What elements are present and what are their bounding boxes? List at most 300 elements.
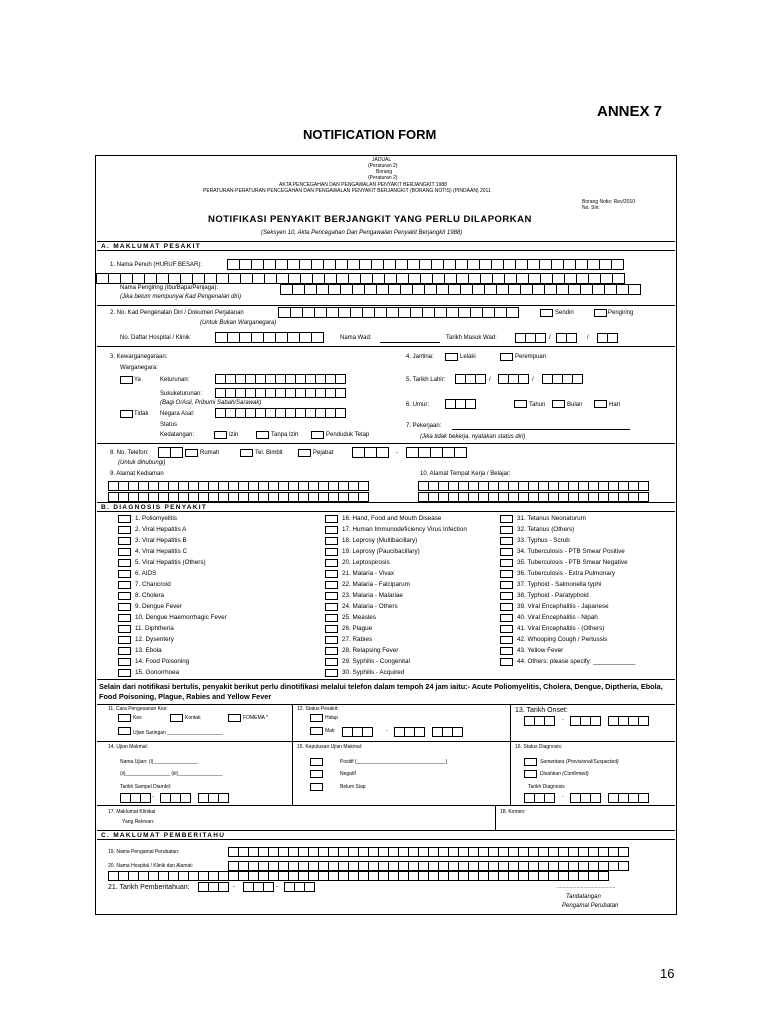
diagnosis-label: 35. Tuberculosis - PTB Smear Negative (517, 559, 628, 566)
letter-cell[interactable] (612, 273, 625, 284)
diagnosis-label: 13. Ebola (135, 647, 162, 654)
status-diagnosis-label: 16. Status Diagnosis: (515, 744, 563, 750)
umur-cells[interactable] (445, 399, 475, 409)
diagnosis-checkbox[interactable] (500, 592, 513, 600)
kes-label: Kes (133, 715, 142, 721)
nama-wad-line[interactable] (380, 342, 440, 343)
kontak-label: Kontak (185, 715, 201, 721)
diagnosis-checkbox[interactable] (500, 515, 513, 523)
fomema-label: FOMEMA * (243, 715, 269, 721)
ujian-saringan-label: Ujian Saringan ____________________ (133, 730, 223, 736)
diagnosis-checkbox[interactable] (500, 614, 513, 622)
onset-day[interactable] (524, 716, 554, 726)
tarikh-pemberitahuan-day[interactable] (198, 882, 228, 892)
dash: - (152, 794, 154, 800)
diagnosis-checkbox[interactable] (118, 636, 131, 644)
negara-asal-label: Negara Asal: (160, 411, 195, 417)
penduduk-tetap-checkbox[interactable] (311, 431, 324, 439)
no-kp-note: (Untuk Bukan Warganegara) (200, 320, 277, 326)
diagnosis-label: 39. Viral Encephalitis - Japanese (517, 603, 609, 610)
no-kp-cells[interactable] (278, 307, 518, 318)
nama-pengamal-label: 19. Nama Pengamal Perubatan: (108, 849, 180, 855)
diagnosis-checkbox[interactable] (325, 636, 338, 644)
diagnosis-label: 29. Syphilis - Congenital (342, 658, 410, 665)
kewarganegaraan-label: 3. Kewarganegaraan: (110, 354, 168, 360)
diagnosis-checkbox[interactable] (118, 669, 131, 677)
diagnosis-checkbox[interactable] (500, 559, 513, 567)
diagnosis-checkbox[interactable] (118, 603, 131, 611)
diagnosis-checkbox[interactable] (325, 614, 338, 622)
diagnosis-checkbox[interactable] (325, 526, 338, 534)
tarikh-diagnosis-month[interactable] (570, 793, 600, 803)
status-label: Status (160, 422, 178, 428)
diagnosis-label: 42. Whooping Cough / Pertussis (517, 636, 608, 643)
diagnosis-checkbox[interactable] (118, 548, 131, 556)
keputusan-label: 15. Keputusan Ujian Makmal: (297, 744, 363, 750)
diagnosis-label: 38. Typhoid - Paratyphoid (517, 592, 589, 599)
pejabat-checkbox[interactable] (298, 449, 311, 457)
kontak-checkbox[interactable] (170, 714, 183, 722)
diagnosis-checkbox[interactable] (325, 625, 338, 633)
diagnosis-checkbox[interactable] (500, 537, 513, 545)
letter-cell[interactable] (628, 284, 641, 295)
letter-cell[interactable] (465, 399, 476, 409)
negatif-label: Negatif (340, 771, 356, 777)
no-telefon-label: 8. No. Telefon: (110, 450, 149, 456)
belum-siap-label: Belum Siap (340, 784, 366, 790)
ya-checkbox[interactable] (120, 376, 133, 384)
mati-date-year[interactable] (432, 727, 462, 737)
letter-cell[interactable] (566, 333, 577, 343)
nama-pengiring-cells[interactable] (280, 284, 640, 295)
disahkan-checkbox[interactable] (524, 770, 537, 778)
divider (292, 704, 293, 805)
diagnosis-label: 32. Tetanus (Others) (517, 526, 575, 533)
letter-cell[interactable] (311, 332, 324, 343)
diagnosis-checkbox[interactable] (325, 570, 338, 578)
alamat-kerja-label: 10. Alamat Tempat Kerja / Belajar: (420, 471, 511, 477)
nama-hospital-cells-1[interactable] (228, 861, 628, 871)
diagnosis-label: 12. Dysentery (135, 636, 174, 643)
borang-notis: Borang Notis: Rev/2010 (582, 199, 636, 205)
page-number: 16 (660, 966, 675, 981)
sendiri-label: Sendiri (555, 310, 574, 316)
nama-hospital-label: 20. Nama Hospital / Klinik dan Alamat: (108, 863, 194, 869)
umur-label: 6. Umur: (406, 402, 430, 408)
diagnosis-checkbox[interactable] (500, 658, 513, 666)
tarikh-sampel-month[interactable] (160, 793, 190, 803)
lelaki-label: Lelaki (460, 354, 476, 360)
tidak-label: Tidak (134, 411, 149, 417)
cara-label: 11. Cara Pengesanan Kes: (108, 706, 168, 712)
no-kp-label: 2. No. Kad Pengenalan Diri / Dokumen Perjalanan (110, 310, 244, 316)
dash: - (276, 884, 278, 890)
annex-label: ANNEX 7 (597, 103, 663, 120)
diagnosis-label: 36. Tuberculosis - Extra Pulmonary (517, 570, 615, 577)
tarikh-diagnosis-day[interactable] (524, 793, 554, 803)
letter-cell[interactable] (572, 374, 583, 384)
nama-wad-label: Nama Wad: (340, 335, 372, 341)
nama-penuh-cells-2[interactable] (96, 273, 624, 284)
diagnosis-label: 28. Relapsing Fever (342, 647, 399, 654)
nama-pengiring-note: (Jika belum mempunyai Kad Pengenalan diri) (120, 294, 242, 300)
diagnosis-label: 37. Typhoid - Salmonella typhi (517, 581, 602, 588)
letter-cell[interactable] (638, 481, 649, 491)
diagnosis-checkbox[interactable] (500, 647, 513, 655)
diagnosis-checkbox[interactable] (500, 548, 513, 556)
no-siri: No. Siri: (582, 205, 600, 211)
divider (97, 741, 675, 742)
nama-hospital-cells-2[interactable] (108, 871, 608, 881)
komen-label: 18. Komen: (500, 809, 526, 815)
sendiri-checkbox[interactable] (540, 309, 553, 317)
letter-cell[interactable] (598, 871, 609, 881)
mati-date-month[interactable] (394, 727, 424, 737)
diagnosis-label: 23. Malaria - Malariae (342, 592, 403, 599)
dash: - (562, 717, 564, 723)
diagnosis-checkbox[interactable] (118, 570, 131, 578)
letter-cell[interactable] (376, 447, 389, 458)
kedatangan-label: Kedatangan: (160, 432, 195, 438)
letter-cell[interactable] (475, 374, 486, 384)
jantina-label: 4. Jantina: (406, 354, 434, 360)
diagnosis-label: 6. AIDS (135, 570, 157, 577)
diagnosis-checkbox[interactable] (500, 570, 513, 578)
diagnosis-label: 5. Viral Hepatitis (Others) (135, 559, 206, 566)
diagnosis-checkbox[interactable] (118, 614, 131, 622)
onset-month[interactable] (570, 716, 600, 726)
tarikh-diagnosis-year[interactable] (608, 793, 648, 803)
no-telefon-cells-3[interactable] (406, 447, 466, 458)
diagnosis-label: 1. Poliomyelitis (135, 515, 177, 522)
no-daftar-cells[interactable] (215, 332, 323, 343)
letter-cell[interactable] (170, 447, 183, 458)
ujian-saringan-checkbox[interactable] (118, 727, 131, 735)
letter-cell[interactable] (638, 492, 649, 502)
diagnosis-label: 26. Plague (342, 625, 373, 632)
letter-cell[interactable] (544, 716, 555, 726)
diagnosis-checkbox[interactable] (500, 636, 513, 644)
tarikh-pemberitahuan-month[interactable] (243, 882, 273, 892)
letter-cell[interactable] (362, 727, 373, 737)
dash: - (233, 884, 235, 890)
diagnosis-checkbox[interactable] (118, 537, 131, 545)
date-slash: / (532, 377, 534, 383)
diagnosis-label: 4. Viral Hepatitis C (135, 548, 188, 555)
letter-cell[interactable] (535, 333, 546, 343)
izin-checkbox[interactable] (214, 431, 227, 439)
header-peraturan: (Peraturan 2) (368, 163, 398, 169)
positif-checkbox[interactable] (310, 758, 323, 766)
tarikh-sampel-label: Tarikh Sampel Diambil: (120, 784, 172, 790)
tarikh-masuk-year[interactable] (597, 333, 617, 343)
mati-checkbox[interactable] (310, 727, 323, 735)
sukuketurunan-cells[interactable] (215, 388, 345, 398)
letter-cell[interactable] (638, 716, 649, 726)
divider (97, 679, 675, 680)
bulan-label: Bulan (567, 402, 583, 408)
pengiring-label: Pengiring (608, 310, 634, 316)
mati-date-day[interactable] (342, 727, 372, 737)
date-slash: / (549, 335, 551, 341)
date-slash: / (587, 335, 589, 341)
diagnosis-checkbox[interactable] (118, 625, 131, 633)
diagnosis-label: 22. Malaria - Falciparum (342, 581, 410, 588)
status-pesakit-label: 12. Status Pesakit: (297, 706, 339, 712)
diagnosis-label: 20. Leptospirosis (342, 559, 390, 566)
letter-cell[interactable] (452, 727, 463, 737)
form-subtitle: (Seksyen 10, Akta Pencegahan Dan Pengawalan Penyakit Berjangkit 1988) (261, 230, 463, 236)
diagnosis-checkbox[interactable] (325, 515, 338, 523)
kes-checkbox[interactable] (118, 714, 131, 722)
sementara-checkbox[interactable] (524, 758, 537, 766)
diagnosis-label: 7. Chancroid (135, 581, 171, 588)
form-main-title: NOTIFIKASI PENYAKIT BERJANGKIT YANG PERLU DILAPORKAN (208, 214, 532, 225)
pengamal-label: Pengamal Perubatan (562, 903, 619, 909)
divider (97, 704, 675, 705)
negatif-checkbox[interactable] (310, 770, 323, 778)
tanpa-izin-checkbox[interactable] (256, 431, 269, 439)
diagnosis-label: 9. Dengue Fever (135, 603, 182, 610)
section-b-header: B. DIAGNOSIS PENYAKIT (97, 502, 675, 512)
diagnosis-label: 11. Diphtheria (135, 625, 174, 632)
tel-bimbit-checkbox[interactable] (240, 449, 253, 457)
diagnosis-label: 43. Yellow Fever (517, 647, 564, 654)
hidup-label: Hidup (325, 715, 339, 721)
pekerjaan-line[interactable] (452, 429, 630, 430)
warganegara-label: Warganegara: (120, 365, 158, 371)
letter-cell[interactable] (335, 408, 346, 418)
header-borang: Borang (376, 169, 393, 175)
pejabat-label: Pejabat (313, 450, 334, 456)
maklumat-klinikal-label: 17. Maklumat Klinikal (108, 809, 156, 815)
letter-cell[interactable] (544, 793, 555, 803)
tarikh-lahir-month[interactable] (498, 374, 528, 384)
header-jadual: JADUAL (372, 157, 392, 163)
section-a-header: A. MAKLUMAT PESAKIT (97, 241, 675, 251)
bulan-checkbox[interactable] (552, 400, 565, 408)
diagnosis-label: 31. Tetanus Neonatorum (517, 515, 586, 522)
divider (510, 704, 511, 805)
letter-cell[interactable] (358, 492, 369, 502)
divider (97, 805, 675, 806)
diagnosis-label: 30. Syphilis - Acquired (342, 669, 405, 676)
letter-cell[interactable] (335, 388, 346, 398)
divider (97, 346, 675, 347)
diagnosis-label: 17. Human Immunodeficiency Virus Infection (342, 526, 467, 533)
mati-label: Mati (325, 728, 335, 734)
diagnosis-checkbox[interactable] (325, 581, 338, 589)
diagnosis-checkbox[interactable] (325, 559, 338, 567)
nama-ujian-ii-iii: (ii)________________ (iii)________________ (120, 771, 223, 777)
diagnosis-label: 25. Measles (342, 614, 376, 621)
diagnosis-label: 3. Viral Hepatitis B (135, 537, 187, 544)
perempuan-label: Perempuan (515, 354, 547, 360)
alamat-kediaman-cells-1[interactable] (108, 481, 368, 491)
diagnosis-checkbox[interactable] (325, 603, 338, 611)
rumah-checkbox[interactable] (185, 449, 198, 457)
tarikh-pemberitahuan-year[interactable] (284, 882, 314, 892)
diagnosis-checkbox[interactable] (325, 647, 338, 655)
alamat-kerja-cells-1[interactable] (418, 481, 648, 491)
nama-pengamal-cells[interactable] (228, 847, 628, 857)
letter-cell[interactable] (263, 882, 274, 892)
letter-cell[interactable] (218, 793, 229, 803)
diagnosis-checkbox[interactable] (500, 526, 513, 534)
ya-label: Ya (134, 377, 141, 383)
hidup-checkbox[interactable] (310, 714, 323, 722)
pekerjaan-note: (Jika tidak bekerja, nyatakan status diri) (420, 434, 526, 440)
tarikh-sampel-year[interactable] (198, 793, 228, 803)
letter-cell[interactable] (304, 882, 315, 892)
tarikh-onset-label: 13. Tarikh Onset: (515, 707, 568, 714)
rumah-label: Rumah (200, 450, 220, 456)
letter-cell[interactable] (218, 882, 229, 892)
diagnosis-label: 10. Dengue Haemorrhagic Fever (135, 614, 227, 621)
keturunan-cells[interactable] (215, 374, 345, 384)
diagnosis-checkbox[interactable] (325, 669, 338, 677)
section-c-header: C. MAKLUMAT PEMBERITAHU (97, 830, 675, 840)
tarikh-lahir-label: 5. Tarikh Lahir: (406, 377, 446, 383)
sementara-label: Sementara (Provisional/Suspected) (540, 759, 619, 765)
diagnosis-checkbox[interactable] (118, 581, 131, 589)
diagnosis-checkbox[interactable] (500, 625, 513, 633)
izin-label: Izin (229, 432, 239, 438)
diagnosis-label: 15. Gonorrhoea (135, 669, 180, 676)
letter-cell[interactable] (140, 793, 151, 803)
letter-cell[interactable] (358, 481, 369, 491)
letter-cell[interactable] (607, 333, 618, 343)
date-slash: / (489, 377, 491, 383)
lelaki-checkbox[interactable] (445, 353, 458, 361)
diagnosis-checkbox[interactable] (118, 647, 131, 655)
yang-relevan-label: Yang Relevan: (122, 819, 155, 825)
nama-ujian-label: Nama Ujian: (i)________________ (120, 759, 198, 765)
tarikh-masuk-month[interactable] (556, 333, 576, 343)
disahkan-label: Disahkan (Confirmed) (540, 771, 589, 777)
diagnosis-label: 40. Viral Encephalitis - Nipah (517, 614, 598, 621)
diagnosis-label: 27. Rabies (342, 636, 373, 643)
nama-pengiring-label: Nama Pengiring (Ibu/Bapa/Penjaga): (120, 285, 219, 291)
nama-penuh-cells-1[interactable] (227, 259, 623, 270)
negara-asal-cells[interactable] (215, 408, 345, 418)
keturunan-label: Keturunan: (160, 377, 190, 383)
pengiring-checkbox[interactable] (594, 309, 607, 317)
tahun-label: Tahun (529, 402, 546, 408)
diagnosis-checkbox[interactable] (325, 537, 338, 545)
tarikh-pemberitahuan-label: 21. Tarikh Pemberitahuan: (108, 884, 190, 891)
alamat-kediaman-label: 9. Alamat Kediaman (110, 471, 164, 477)
diagnosis-label: 21. Malaria - Vivax (342, 570, 395, 577)
dash: - (600, 794, 602, 800)
diagnosis-label: 18. Leprosy (Multibacillary) (342, 537, 418, 544)
divider (495, 805, 496, 830)
dash: - (386, 728, 388, 734)
letter-cell[interactable] (454, 447, 467, 458)
nama-penuh-label: 1. Nama Penuh (HURUF BESAR): (110, 262, 203, 268)
tandatangan-label: Tandatangan (566, 894, 601, 900)
tarikh-sampel-day[interactable] (120, 793, 150, 803)
divider (97, 443, 675, 444)
onset-year[interactable] (608, 716, 648, 726)
diagnosis-label: 41. Viral Encephalitis - (Others) (517, 625, 605, 632)
tidak-checkbox[interactable] (120, 410, 133, 418)
letter-cell[interactable] (618, 847, 629, 857)
pekerjaan-label: 7. Pekerjaan: (406, 423, 442, 429)
dash: - (562, 794, 564, 800)
no-telefon-cells-2[interactable] (352, 447, 388, 458)
letter-cell[interactable] (506, 307, 519, 318)
diagnosis-checkbox[interactable] (325, 658, 338, 666)
diagnosis-label: 2. Viral Hepatitis A (135, 526, 187, 533)
tarikh-masuk-day[interactable] (515, 333, 545, 343)
dash: - (190, 794, 192, 800)
tarikh-masuk-label: Tarikh Masuk Wad: (446, 335, 497, 341)
hari-checkbox[interactable] (594, 400, 607, 408)
header-peraturan-2: (Peraturan 2) (368, 175, 398, 181)
diagnosis-checkbox[interactable] (325, 592, 338, 600)
tahun-checkbox[interactable] (514, 400, 527, 408)
letter-cell[interactable] (638, 793, 649, 803)
hari-label: Hari (609, 402, 621, 408)
telephone-notification-note: Selain dari notifikasi bertulis, penyakit berikut perlu dinotifikasi melalui telefon dalam tempoh 24 jam iaitu:- Acute Poliomyelitis, Cholera, Dengue, Diptheria, Ebola, Food Poisoning, Plague, Rabies and Yellow Fever (99, 682, 663, 701)
suku-note: (Bagi O/Asli, Pribumi Sabah/Sarawak) (160, 400, 262, 406)
no-daftar-label: No. Daftar Hospital / Klinik (120, 335, 191, 341)
untuk-dihubungi: (Untuk dihubungi) (118, 460, 166, 466)
divider (97, 305, 675, 306)
positif-label: Positif (________________________________) (340, 759, 448, 765)
ujian-makmal-label: 14. Ujian Makmal: (108, 744, 149, 750)
diagnosis-label: 16. Hand, Food and Mouth Disease (342, 515, 442, 522)
diagnosis-label: 8. Cholera (135, 592, 165, 599)
diagnosis-checkbox[interactable] (500, 603, 513, 611)
header-akta: AKTA PENCEGAHAN DAN PENGAWALAN PENYAKIT BERJANGKIT 1988 (279, 182, 447, 188)
letter-cell[interactable] (618, 861, 629, 871)
diagnosis-checkbox[interactable] (118, 559, 131, 567)
letter-cell[interactable] (611, 259, 624, 270)
diagnosis-label: 24. Malaria - Others (342, 603, 398, 610)
signature-dots[interactable]: .......................................... (557, 884, 616, 890)
letter-cell[interactable] (335, 374, 346, 384)
alamat-kerja-cells-2[interactable] (418, 492, 648, 502)
diagnosis-checkbox[interactable] (118, 526, 131, 534)
alamat-kediaman-cells-2[interactable] (108, 492, 368, 502)
penduduk-tetap-label: Penduduk Tetap (326, 432, 370, 438)
diagnosis-label: 44. Others: please specify: ____________ (517, 658, 636, 665)
no-telefon-cells[interactable] (158, 447, 182, 458)
page-title: NOTIFICATION FORM (303, 127, 437, 142)
perempuan-checkbox[interactable] (500, 353, 513, 361)
dash: - (396, 450, 398, 456)
diagnosis-checkbox[interactable] (500, 581, 513, 589)
diagnosis-checkbox[interactable] (118, 658, 131, 666)
sukuketurunan-label: Sukuketurunan: (160, 391, 203, 397)
diagnosis-label: 33. Typhus - Scrub (517, 537, 570, 544)
tarikh-lahir-year[interactable] (542, 374, 582, 384)
tarikh-diagnosis-label: Tarikh Diagnosis (528, 784, 565, 790)
diagnosis-label: 19. Leprosy (Paucibacillary) (342, 548, 420, 555)
tanpa-izin-label: Tanpa Izin (271, 432, 299, 438)
header-peraturan-full: PERATURAN-PERATURAN PENCEGAHAN DAN PENGAWALAN PENYAKIT BERJANGKIT (BORANG NOTIS) (PINDAAN) 2011 (203, 188, 491, 194)
belum-siap-checkbox[interactable] (310, 783, 323, 791)
diagnosis-checkbox[interactable] (325, 548, 338, 556)
fomema-checkbox[interactable] (228, 714, 241, 722)
letter-cell[interactable] (518, 374, 529, 384)
tarikh-lahir-day[interactable] (455, 374, 485, 384)
diagnosis-checkbox[interactable] (118, 592, 131, 600)
dash: - (600, 717, 602, 723)
diagnosis-checkbox[interactable] (118, 515, 131, 523)
